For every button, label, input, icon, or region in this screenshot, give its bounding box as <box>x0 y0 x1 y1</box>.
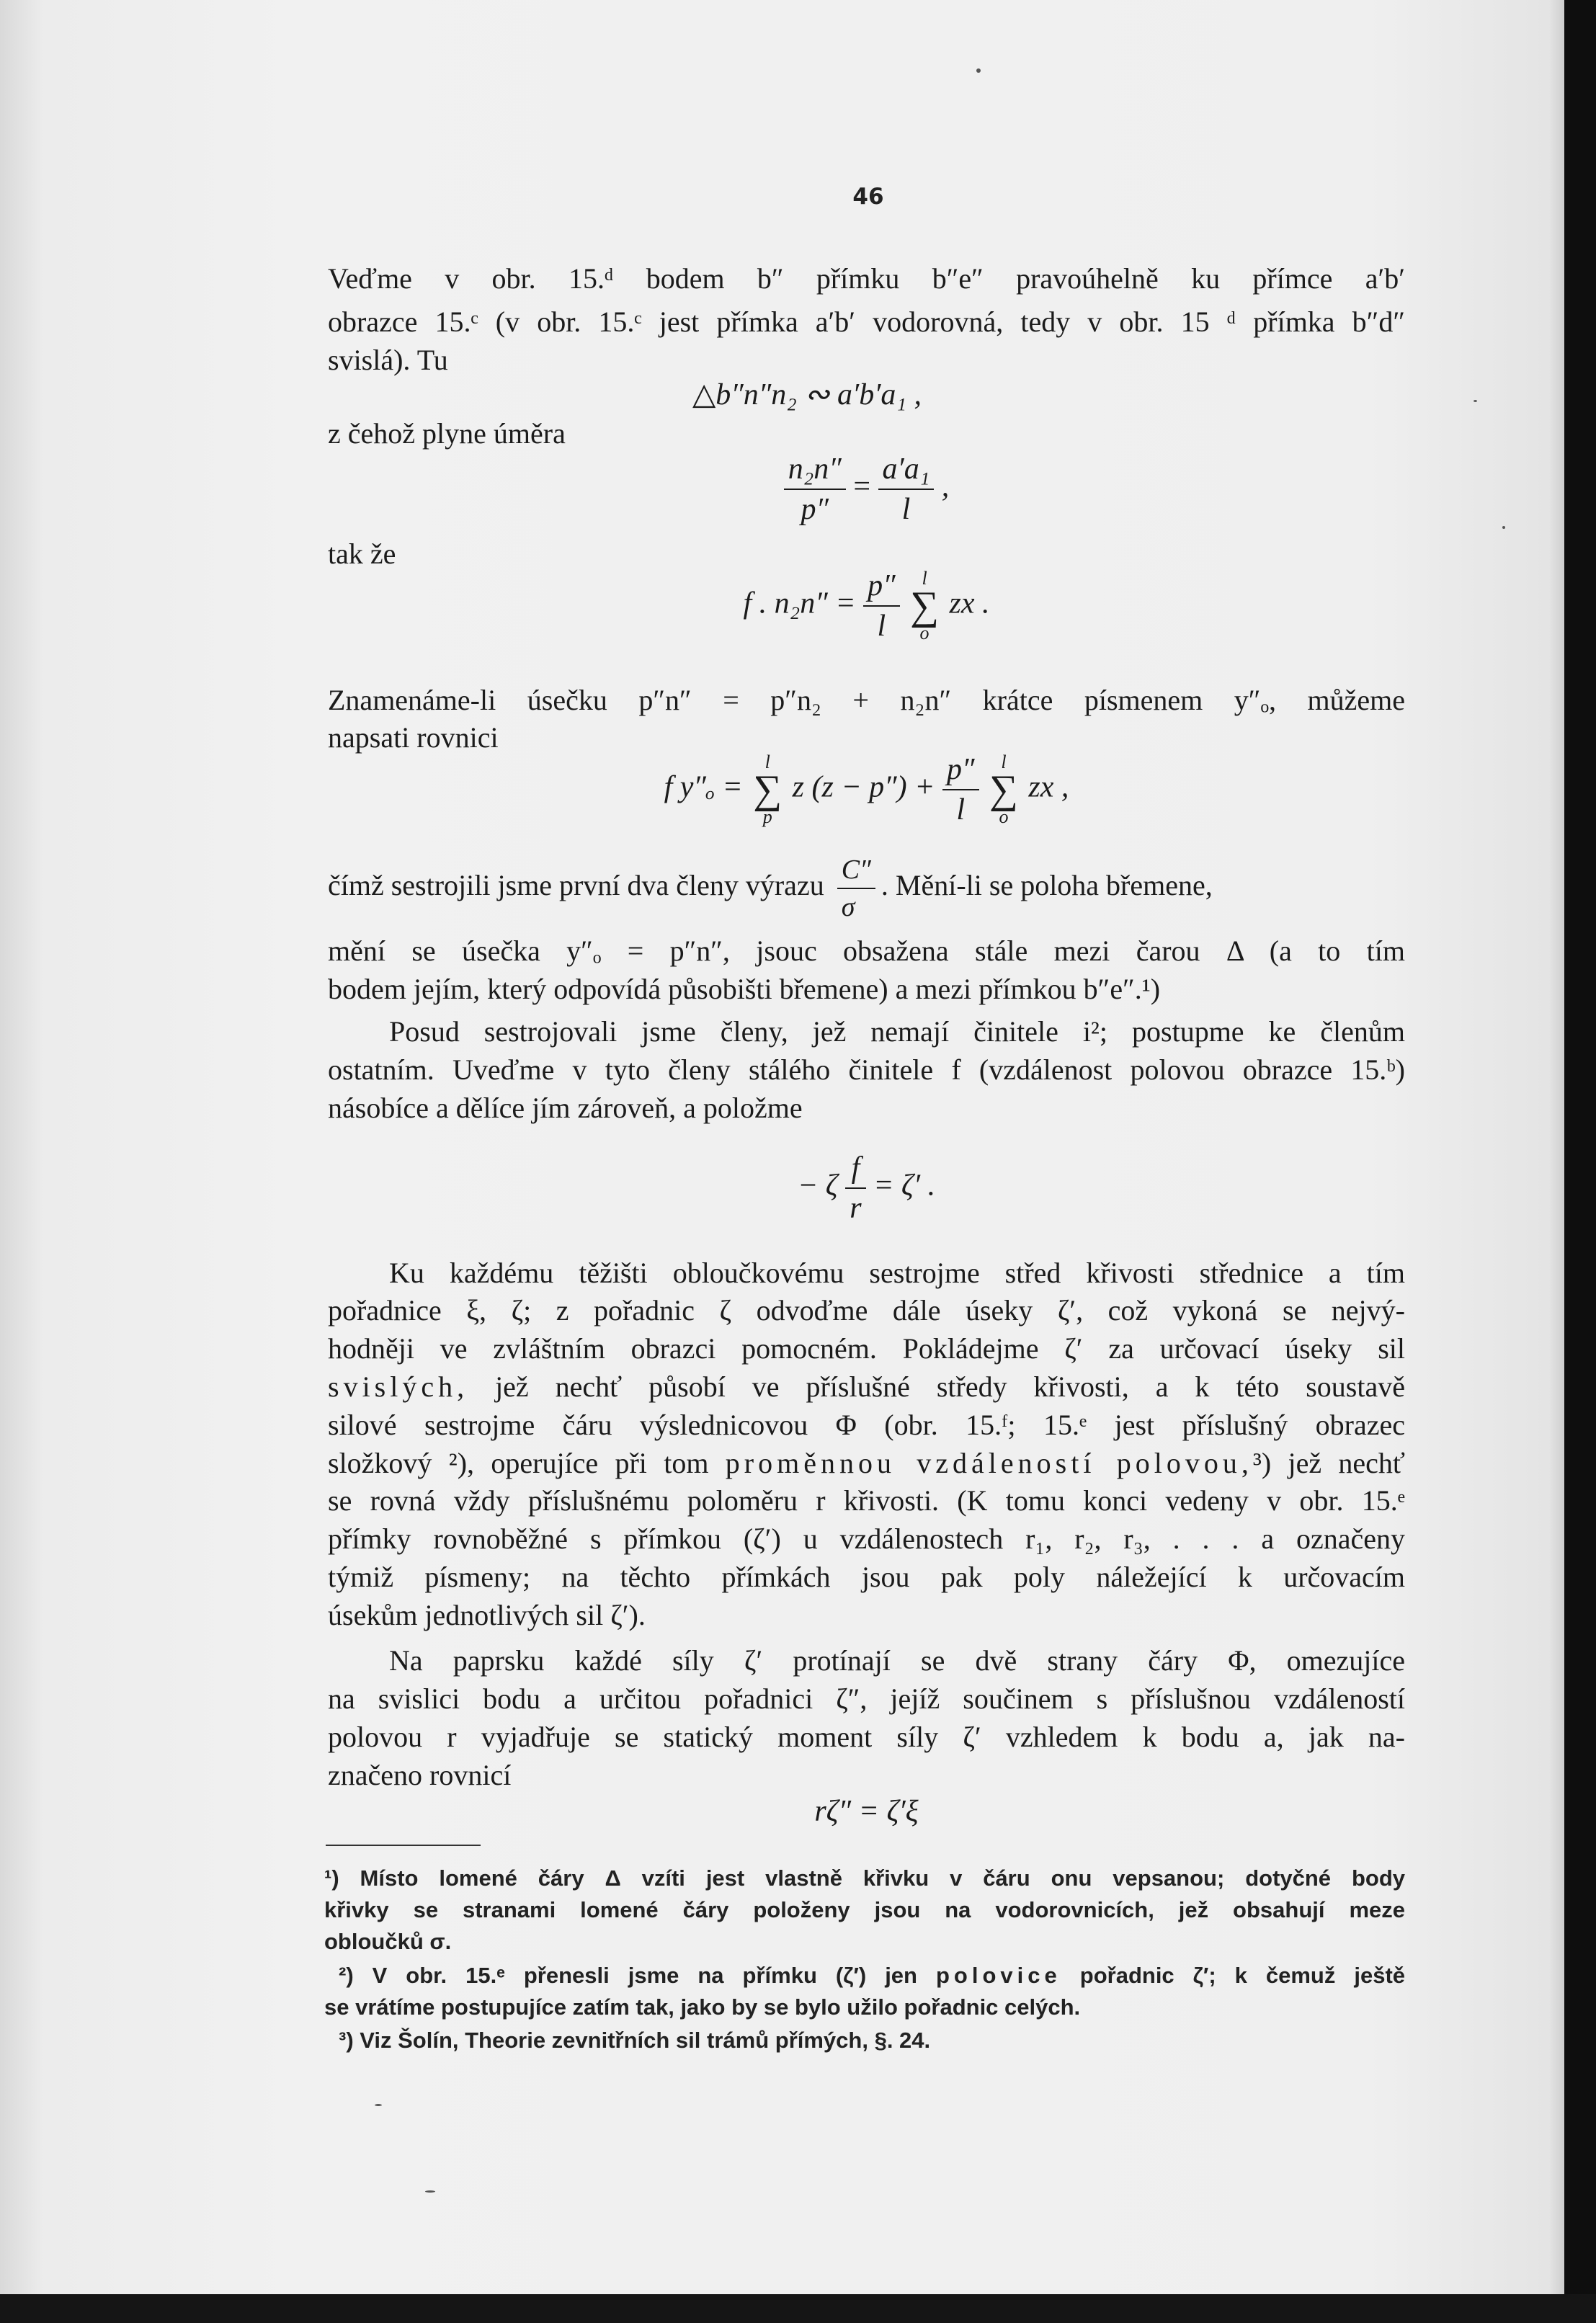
footnote-line: křivky se stranami lomené čáry položeny jsou na vodorovnicích, jež obsahují meze <box>324 1897 1405 1922</box>
scan-speck <box>375 2104 382 2106</box>
footnote-line: ³) Viz Šolín, Theorie zevnitřních sil trámů přímých, §. 24. <box>339 2028 931 2053</box>
text-line: složkový ²), operujíce při tom proměnnou vzdáleností polovou,³) jež nechť <box>328 1447 1406 1479</box>
text-line: silové sestrojme čáru výslednicovou Φ (obr. 15.ᶠ; 15.ᵉ jest příslušný obrazec <box>328 1409 1405 1441</box>
text-line: Ku každému těžišti obloučkovému sestrojme střed křivosti střednice a tím <box>389 1257 1405 1289</box>
text-line: polovou r vyjadřuje se statický moment síly ζ′ vzhledem k bodu a, jak na- <box>328 1721 1405 1753</box>
binding-edge <box>1564 0 1596 2323</box>
footnote-line: obloučků σ. <box>324 1929 452 1954</box>
text-line: značeno rovnicí <box>328 1759 512 1791</box>
text-line: napsati rovnici <box>328 721 499 754</box>
text-line: ostatním. Uveďme v tyto členy stálého činitele f (vzdálenost polovou obrazce 15.ᵇ) <box>328 1053 1405 1086</box>
scan-bottom-edge <box>0 2294 1596 2323</box>
text-line: Znamenáme-li úsečku p″n″ = p″n₂ + n₂n″ krátce písmenem y″ₒ, můžeme <box>328 684 1405 716</box>
text-line: bodem jejím, který odpovídá působišti břemene) a mezi přímkou b″e″.¹) <box>328 973 1161 1005</box>
text-line: úsekům jednotlivých sil ζ′). <box>328 1599 646 1631</box>
text-line: pořadnice ξ, ζ; z pořadnic ζ odvoďme dále úseky ζ′, což vykoná se nejvý- <box>328 1294 1405 1327</box>
formula-moment-sum: f . n₂n″ = $\frac{p''}{l}$ l ∑ o zx . <box>743 568 990 643</box>
text-line: tak že <box>328 538 396 570</box>
page-number: 46 <box>852 184 884 210</box>
text-line: Na paprsku každé síly ζ′ protínají se dvě strany čáry Φ, omezujíce <box>389 1644 1405 1677</box>
scan-speck <box>425 2190 435 2193</box>
text-line: hodněji ve zvláštním obrazci pomocném. Pokládejme ζ′ za určovací úseky sil <box>328 1332 1405 1365</box>
formula-ordinate-sum: f y″ₒ = l ∑ p z (z − p″) + $\frac{p''}{l}$ l ∑ o zx , <box>664 752 1069 827</box>
text-line: Veďme v obr. 15.ᵈ bodem b″ přímku b″e″ pravoúhelně ku přímce a′b′ <box>328 262 1405 295</box>
text-line: mění se úsečka y″ₒ = p″n″, jsouc obsažena stále mezi čarou Δ (a to tím <box>328 935 1405 967</box>
text-line: přímky rovnoběžné s přímkou (ζ′) u vzdálenostech r₁, r₂, r₃, . . . a označeny <box>328 1522 1405 1555</box>
text-line: čímž sestrojili jsme první dva členy výrazu $\frac{C''}{\sigma}$ . Mění-li se poloha břemene, <box>328 855 1213 922</box>
text-line: se rovná vždy příslušnému poloměru r křivosti. (K tomu konci vedeny v obr. 15.ᵉ <box>328 1484 1405 1517</box>
formula-reduced-ordinate: − ζ $\frac{f}{r}$ = ζ′ . <box>797 1151 936 1225</box>
footnote-line: ²) V obr. 15.ᵉ přenesli jsme na přímku (ζ′) jen polovice pořadnic ζ′; k čemuž ještě <box>339 1963 1406 1988</box>
scan-speck <box>976 68 981 73</box>
formula-similar-triangles: △b″n″n₂ ∾ a′b′a₁ , <box>692 378 922 411</box>
text-line: svislá). Tu <box>328 344 448 376</box>
footnote-line: se vrátíme postupujíce zatím tak, jako by se bylo užilo pořadnic celých. <box>324 1994 1081 2020</box>
formula-proportion: $\frac{\text{n₂n″}}{p''}$ = $\frac{\text{a′a₁}}{l}$ , <box>328 454 1405 525</box>
text-line: násobíce a dělíce jím zároveň, a položme <box>328 1092 803 1124</box>
text-line: Posud sestrojovali jsme členy, jež nemají činitele i²; postupme ke členům <box>389 1015 1405 1048</box>
text-line: obrazce 15.ᶜ (v obr. 15.ᶜ jest přímka a′b′ vodorovná, tedy v obr. 15 ᵈ přímka b″d″ <box>328 306 1405 338</box>
scan-speck <box>1474 400 1477 402</box>
footnote-line: ¹) Místo lomené čáry Δ vzíti jest vlastně křivku v čáru onu vepsanou; dotyčné body <box>324 1865 1405 1891</box>
text-line: svislých, jež nechť působí ve příslušné středy křivosti, a k této soustavě <box>328 1370 1405 1403</box>
text-line: z čehož plyne úměra <box>328 417 566 450</box>
text-line: týmiž písmeny; na těchto přímkách jsou pak poly náležející k určovacím <box>328 1561 1405 1593</box>
text-line: na svislici bodu a určitou pořadnici ζ″, jejíž součinem s příslušnou vzdáleností <box>328 1682 1405 1715</box>
scan-speck <box>1502 526 1505 529</box>
footnote-rule <box>326 1845 481 1846</box>
formula-static-moment: rζ″ = ζ′ξ <box>814 1795 919 1828</box>
